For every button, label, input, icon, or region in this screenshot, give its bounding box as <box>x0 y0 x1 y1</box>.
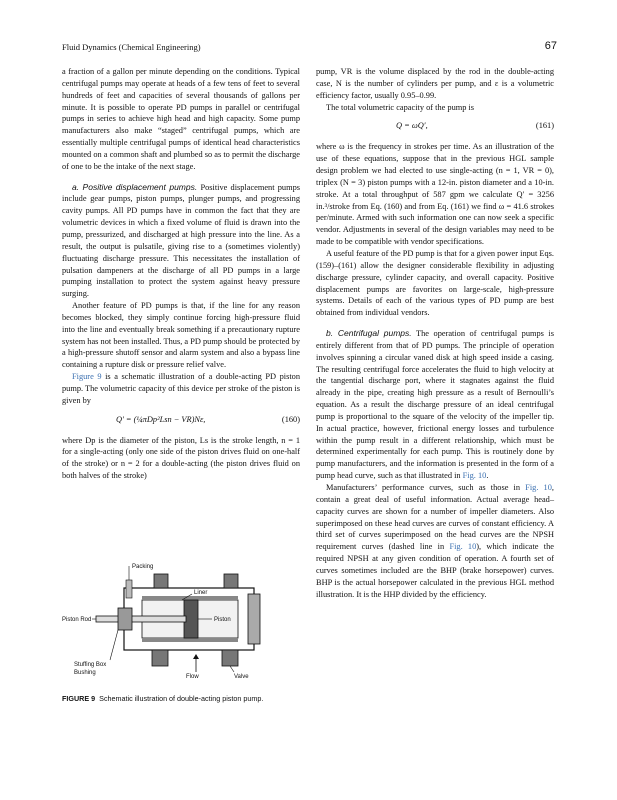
valve-top-right <box>224 574 238 588</box>
page-number: 67 <box>544 40 557 52</box>
label-piston: Piston <box>214 617 231 623</box>
figure-9-link[interactable]: Figure 9 <box>72 372 102 382</box>
paragraph: pump, VR is the volume displaced by the rod in the double-acting case, N is the number of cylinders per pump, and ε is a volumetric efficiency factor, usually 0.95–0.99. <box>316 67 554 100</box>
paragraph-section-b <box>316 328 554 482</box>
valve-left <box>152 650 168 666</box>
section-heading-centrifugal: b. Centrifugal pumps. <box>326 328 412 339</box>
equation-number: (160) <box>281 414 300 424</box>
equation-160 <box>62 414 300 428</box>
liner-wall-top <box>142 596 238 600</box>
caption-text: Schematic illustration of double-acting piston pump. <box>99 694 264 703</box>
equation-number: (161) <box>535 121 554 131</box>
pump-schematic-drawing <box>62 560 300 680</box>
paragraph: A useful feature of the PD pump is that for a given power input Eqs. (159)–(161) allow the designer considerable flexibility in adjusting discharge pressure, cylinder capacity, and overall capacity. Positive displacement pumps are favorites on large-scale, high-pressure systems. Details of each of the various types of PD pump are best obtained from individual vendors. <box>316 248 554 318</box>
paragraph-text: ), which indicate the required NPSH at any given condition of operation. A fourth set of curves sometimes included are the BHP (brake horsepower) curves. BHP is the actual horsepower calculated in the previous HGL method illustration. It is the HHP divided by the efficiency. <box>316 542 554 599</box>
caption-label: FIGURE 9 <box>62 694 96 703</box>
paragraph: Another feature of PD pumps is that, if the line for any reason becomes blocked, they simply continue forcing high-pressure fluid into the line and eventually break something if a precautionary rupture system has not been installed. Thus, a PD pump should be protected by a high-pressure shutoff sensor and alarm system and also a bypass line containing a rupture disk or pressure relief valve. <box>62 301 300 370</box>
paragraph-text: is a schematic illustration of a double-acting PD piston pump. The volumetric capacity of this device per stroke of the piston is given by <box>62 372 300 405</box>
label-piston-rod: Piston Rod <box>62 617 92 623</box>
paragraph-text: The operation of centrifugal pumps is entirely different from that of PD pumps. The principle of operation involves spinning a circular vaned disk at high speed inside a casing. The resulting centrifugal force accelerates the fluid to high velocity at the tangential discharge port, where it stagnates against the fluid already in the pipe, creating high pressure as a result of Bernoulli’s equation. As a result the discharge pressure of an ideal centrifugal pump is proportional to the square of the velocity of the impeller tip. In actual practice, however, frictional energy losses and turbulence within the pump result in a different relationship, which must be determined experimentally for each pump. This is routinely done by pump manufacturers, and the information is presented in the form of a pump head curve, such as that illustrated in <box>316 329 554 481</box>
stuffing-box <box>118 608 132 630</box>
piston-rod <box>96 616 186 622</box>
equation-161 <box>316 120 554 134</box>
flow-arrow-head <box>193 654 199 659</box>
left-column <box>62 66 300 482</box>
valve-right <box>222 650 238 666</box>
label-packing: Packing <box>132 564 154 570</box>
paragraph-text-end: . <box>486 471 489 481</box>
page-header <box>62 42 577 56</box>
paragraph <box>62 371 300 407</box>
paragraph-section-a <box>62 182 300 300</box>
equation-expression: Q′ = (¼πDp²Lsn − VR)Nε, <box>116 414 206 424</box>
paragraph <box>316 482 554 600</box>
paragraph-text: , contain a great deal of useful information. Actual average head–capacity curves are shown for a number of impeller diameters. Also superimposed on these head curves are curves of constant efficiency. A third set of curves superimposed on the head curves are the NPSH requirement curves (dashed line in <box>316 483 554 552</box>
paragraph-text: Manufacturers’ performance curves, such as those in <box>326 483 526 492</box>
figure-10-link[interactable]: Fig. 10 <box>449 542 477 552</box>
label-bushing: Bushing <box>74 670 96 676</box>
paragraph: The total volumetric capacity of the pump is <box>326 102 475 112</box>
figure-caption <box>62 694 312 703</box>
figure-10-link[interactable]: Fig. 10 <box>462 471 487 481</box>
label-stuffing-box: Stuffing Box <box>74 662 107 668</box>
paragraph: where ω is the frequency in strokes per time. As an illustration of the use of these equations, suppose that in the previous HGL sample design problem we had elected to use single-acting (n = 1, VR = 0), triplex (N = 3) piston pumps with a 12-in. piston diameter and a 10-in. stroke. At a total throughput of 587 gpm we calculate Q′ = 3256 in.³/stroke from Eq. (160) and from Eq. (161) we find ω = 41.6 strokes per/minute. Armed with such information one can now seek a specific vendor. Adjustments in several of the design variables may need to be made to be compatible with vendor specifications. <box>316 142 554 247</box>
stuffing-box-leader <box>110 630 118 660</box>
valve-top-left <box>154 574 168 588</box>
figure-9-piston-pump-schematic <box>62 560 300 680</box>
paragraph: where Dp is the diameter of the piston, Ls is the stroke length, n = 1 for a single-acting (only one side of the piston drives fluid on one-half of the stroke) or n = 2 for a double-acting (the piston drives fluid on both halves of the stroke) <box>62 435 300 481</box>
figure-10-link[interactable]: Fig. 10 <box>525 483 552 492</box>
paragraph-text: Positive displacement pumps include gear pumps, piston pumps, plunger pumps, and progressing cavity pumps. All PD pumps have in common the fact that they are volumetric devices in which a fixed volume of fluid is drawn into the pump, pressurized, and discharged at high pressure into the line. As a result, the output is pulsatile, giving rise to a (sometimes violently) fluctuating discharge pressure. This necessitates the installation of pulsation dampeners at the discharge of all PD pumps in a large pumping installation to protect the system against heavy pressure surging. <box>62 182 300 299</box>
section-heading-positive-displacement: a. Positive displacement pumps. <box>72 181 198 192</box>
equation-expression: Q = ωQ′, <box>396 121 428 131</box>
valve-leader <box>230 666 234 672</box>
cylinder-end-cap <box>248 594 260 644</box>
label-liner: Liner <box>194 590 208 596</box>
label-flow: Flow <box>186 674 199 680</box>
right-column <box>316 66 554 600</box>
running-title: Fluid Dynamics (Chemical Engineering) <box>62 42 201 52</box>
liner-wall-bottom <box>142 638 238 642</box>
label-valve: Valve <box>234 674 249 680</box>
paragraph: a fraction of a gallon per minute depending on the conditions. Typical centrifugal pumps may operate at heads of a few tens of feet to several hundreds of feet and capacities of several thousands of gallons per minute. It is possible to operate PD pumps in parallel or centrifugal pumps in series to achieve high head and high capacity. Some pump manufacturers also make “staged” centrifugal pumps, which are essentially multiple centrifugal pumps of identical head characteristics mounted on a common shaft and plumbed so as to permit the discharge of one to be the intake of the next stage. <box>62 67 300 171</box>
packing <box>126 580 132 598</box>
